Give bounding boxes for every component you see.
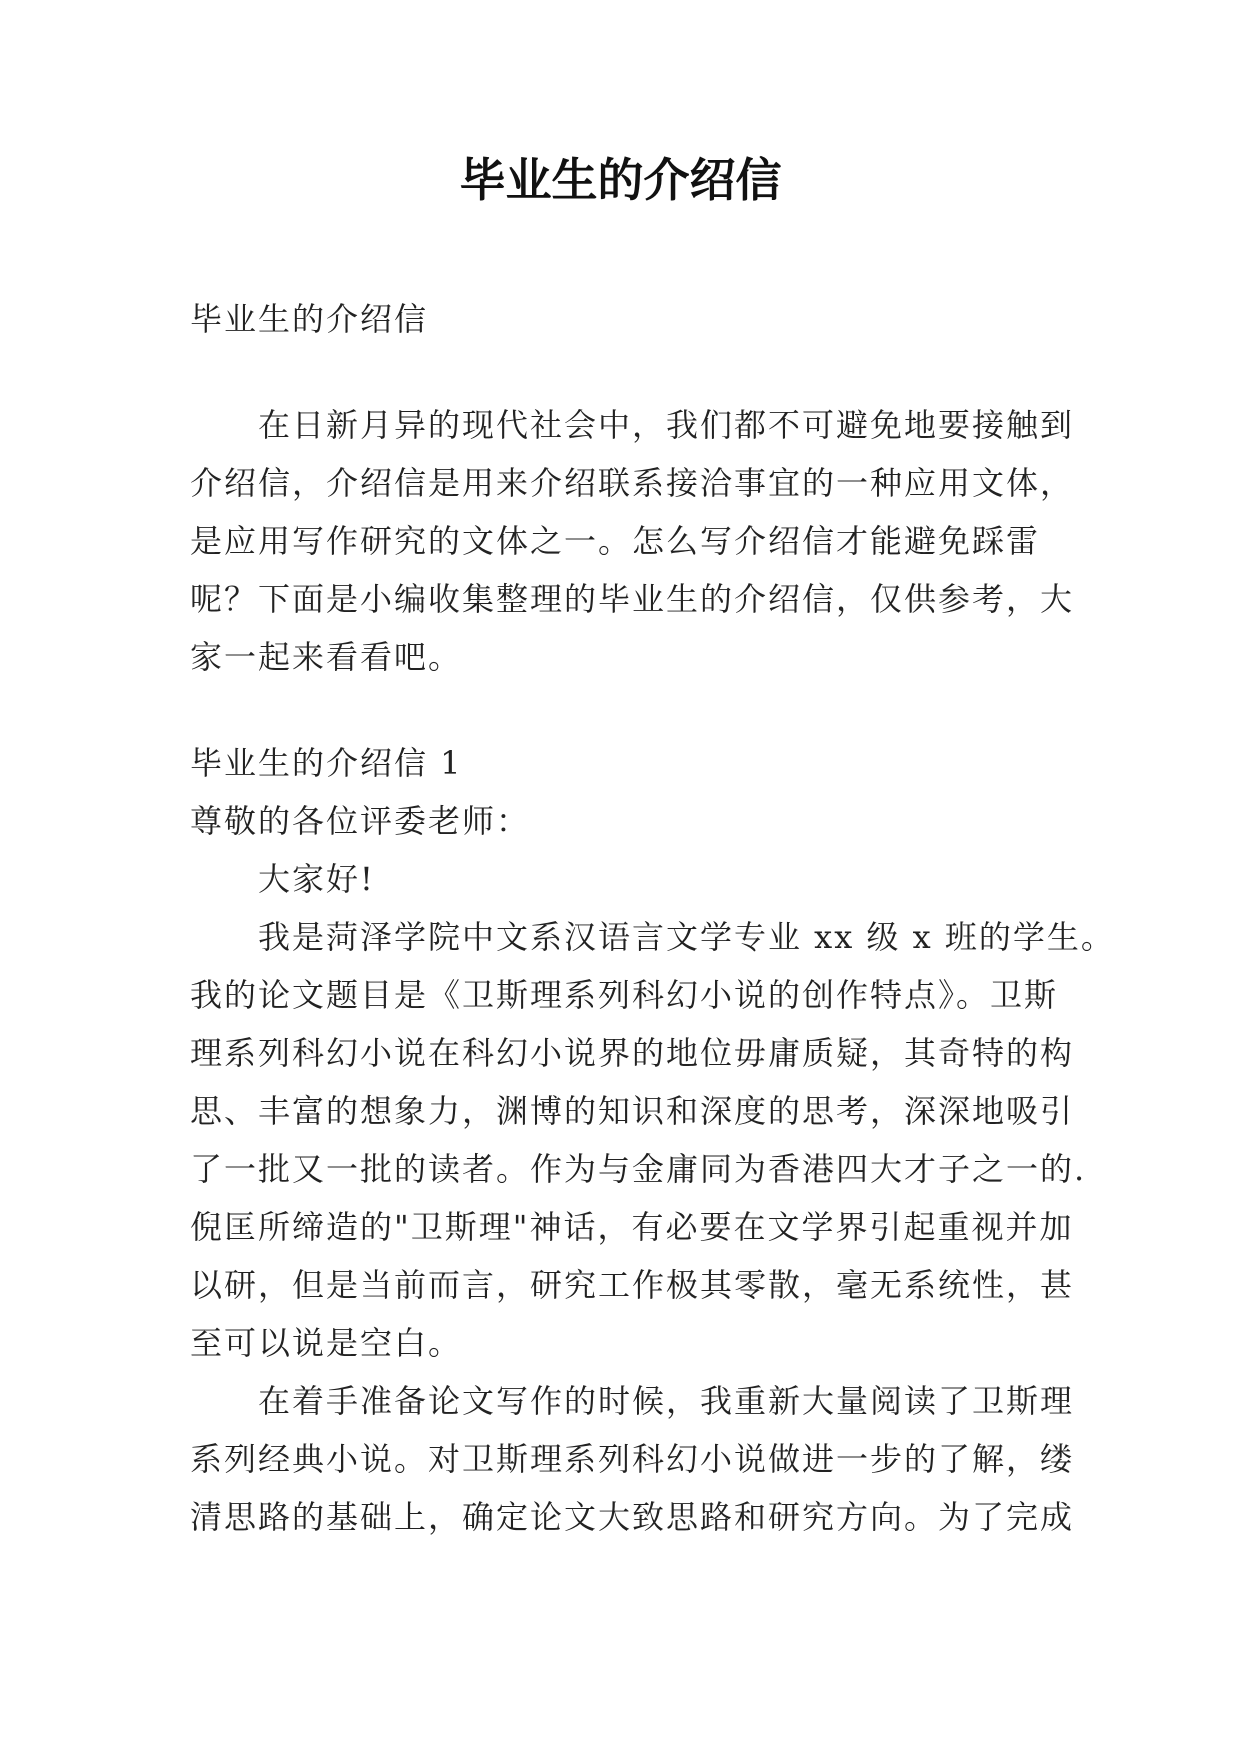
para1-line-4: 思、丰富的想象力，渊博的知识和深度的思考，深深地吸引 <box>190 1092 1075 1130</box>
para1-line-3: 理系列科幻小说在科幻小说界的地位毋庸质疑，其奇特的构 <box>190 1034 1075 1072</box>
para2-line-2: 系列经典小说。对卫斯理系列科幻小说做进一步的了解，缕 <box>190 1440 1075 1478</box>
para1-line-7: 以研，但是当前而言，研究工作极其零散，毫无系统性，甚 <box>190 1266 1075 1304</box>
para1-line-2: 我的论文题目是《卫斯理系列科幻小说的创作特点》。卫斯 <box>190 976 1059 1014</box>
para1-line-6: 倪匡所缔造的"卫斯理"神话，有必要在文学界引起重视并加 <box>190 1208 1074 1246</box>
subtitle: 毕业生的介绍信 <box>190 300 429 338</box>
salutation: 尊敬的各位评委老师： <box>190 802 531 840</box>
intro-line-2: 介绍信，介绍信是用来介绍联系接洽事宜的一种应用文体， <box>190 464 1075 502</box>
section-heading: 毕业生的介绍信 1 <box>190 744 463 782</box>
para2-line-1: 在着手准备论文写作的时候，我重新大量阅读了卫斯理 <box>258 1382 1075 1420</box>
para1-line-5: 了一批又一批的读者。作为与金庸同为香港四大才子之一的. <box>190 1150 1087 1188</box>
para1-line-8: 至可以说是空白。 <box>190 1324 463 1362</box>
greeting: 大家好! <box>258 860 375 898</box>
document-title: 毕业生的介绍信 <box>459 153 782 207</box>
intro-line-4: 呢？下面是小编收集整理的毕业生的介绍信，仅供参考，大 <box>190 580 1075 618</box>
para1-line-1: 我是菏泽学院中文系汉语言文学专业 xx 级 x 班的学生。 <box>258 918 1115 956</box>
intro-line-1: 在日新月异的现代社会中，我们都不可避免地要接触到 <box>258 406 1075 444</box>
intro-line-3: 是应用写作研究的文体之一。怎么写介绍信才能避免踩雷 <box>190 522 1041 560</box>
para2-line-3: 清思路的基础上，确定论文大致思路和研究方向。为了完成 <box>190 1498 1075 1536</box>
intro-line-5: 家一起来看看吧。 <box>190 638 463 676</box>
